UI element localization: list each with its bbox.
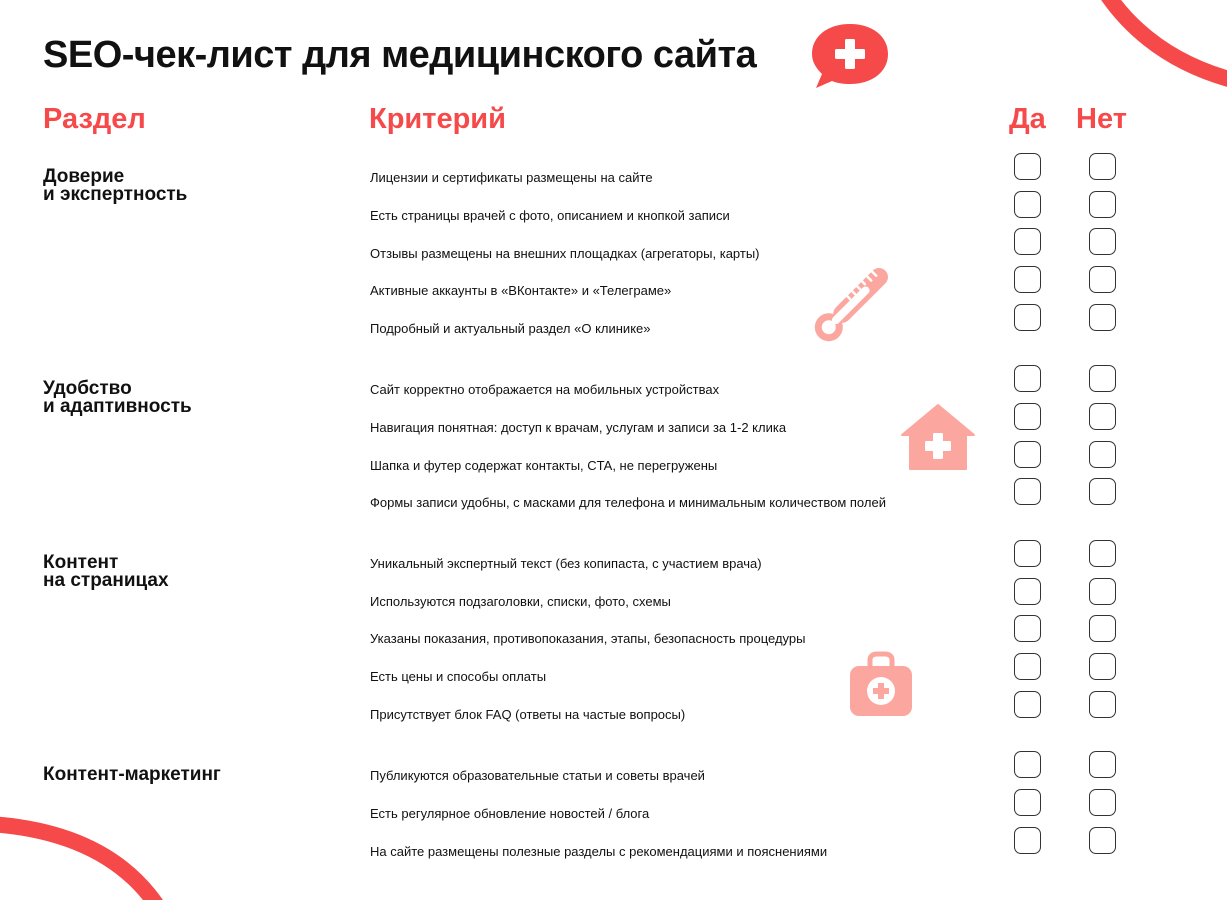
header-section: Раздел — [43, 103, 146, 135]
checkbox-no[interactable] — [1089, 653, 1116, 680]
checkbox-no[interactable] — [1089, 365, 1116, 392]
checkbox-yes[interactable] — [1014, 691, 1041, 718]
checkbox-yes[interactable] — [1014, 153, 1041, 180]
checkbox-no[interactable] — [1089, 540, 1116, 567]
checkbox-yes[interactable] — [1014, 653, 1041, 680]
criterion-text: Уникальный экспертный текст (без копипаста, с участием врача) — [370, 556, 762, 571]
criterion-text: Указаны показания, противопоказания, этапы, безопасность процедуры — [370, 631, 806, 646]
criterion-text: Есть регулярное обновление новостей / блога — [370, 806, 650, 821]
medical-bag-icon — [848, 650, 914, 718]
criterion-text: Используются подзаголовки, списки, фото, схемы — [370, 594, 671, 609]
section-title-marketing: Контент-маркетинг — [43, 764, 221, 785]
criterion-text: Публикуются образовательные статьи и советы врачей — [370, 768, 705, 783]
house-cross-icon — [900, 403, 976, 471]
criterion-text: Есть страницы врачей с фото, описанием и кнопкой записи — [370, 208, 730, 223]
section-title-trust: Доверие и экспертность — [43, 166, 188, 205]
checkbox-yes[interactable] — [1014, 478, 1041, 505]
checkbox-no[interactable] — [1089, 441, 1116, 468]
criterion-text: Присутствует блок FAQ (ответы на частые вопросы) — [370, 707, 686, 722]
checkbox-no[interactable] — [1089, 789, 1116, 816]
checkbox-yes[interactable] — [1014, 365, 1041, 392]
checkbox-no[interactable] — [1089, 478, 1116, 505]
criterion-text: Активные аккаунты в «ВКонтакте» и «Телеграме» — [370, 283, 672, 298]
checkbox-yes[interactable] — [1014, 266, 1041, 293]
checkbox-yes[interactable] — [1014, 403, 1041, 430]
decorative-arc-bottom-left — [0, 810, 170, 900]
section-title-content: Контент на страницах — [43, 552, 169, 591]
checkbox-no[interactable] — [1089, 751, 1116, 778]
checkbox-yes[interactable] — [1014, 578, 1041, 605]
checkbox-yes[interactable] — [1014, 751, 1041, 778]
section-title-usability: Удобство и адаптивность — [43, 378, 192, 417]
checkbox-yes[interactable] — [1014, 615, 1041, 642]
checkbox-no[interactable] — [1089, 827, 1116, 854]
criterion-text: На сайте размещены полезные разделы с рекомендациями и пояснениями — [370, 844, 828, 859]
thermometer-icon — [805, 262, 895, 350]
checkbox-yes[interactable] — [1014, 827, 1041, 854]
checkbox-yes[interactable] — [1014, 228, 1041, 255]
checkbox-yes[interactable] — [1014, 789, 1041, 816]
checkbox-no[interactable] — [1089, 304, 1116, 331]
checkbox-yes[interactable] — [1014, 191, 1041, 218]
checkbox-no[interactable] — [1089, 691, 1116, 718]
checkbox-yes[interactable] — [1014, 441, 1041, 468]
checkbox-no[interactable] — [1089, 403, 1116, 430]
checkbox-no[interactable] — [1089, 153, 1116, 180]
checkbox-yes[interactable] — [1014, 304, 1041, 331]
criterion-text: Есть цены и способы оплаты — [370, 669, 547, 684]
criterion-text: Сайт корректно отображается на мобильных устройствах — [370, 382, 720, 397]
criterion-text: Отзывы размещены на внешних площадках (агрегаторы, карты) — [370, 246, 760, 261]
criterion-text: Подробный и актуальный раздел «О клинике» — [370, 321, 651, 336]
header-criterion: Критерий — [369, 103, 506, 135]
speech-bubble-cross-icon — [810, 22, 890, 92]
criterion-text: Формы записи удобны, с масками для телефона и минимальным количеством полей — [370, 495, 886, 510]
header-yes: Да — [1009, 103, 1046, 135]
checkbox-no[interactable] — [1089, 228, 1116, 255]
checkbox-no[interactable] — [1089, 191, 1116, 218]
checkbox-no[interactable] — [1089, 578, 1116, 605]
criterion-text: Навигация понятная: доступ к врачам, услугам и записи за 1-2 клика — [370, 420, 787, 435]
header-no: Нет — [1076, 103, 1127, 135]
checkbox-no[interactable] — [1089, 615, 1116, 642]
checkbox-no[interactable] — [1089, 266, 1116, 293]
decorative-arc-top-right — [1080, 0, 1227, 100]
criterion-text: Лицензии и сертификаты размещены на сайте — [370, 170, 653, 185]
criterion-text: Шапка и футер содержат контакты, CTA, не перегружены — [370, 458, 718, 473]
page-title: SEO-чек-лист для медицинского сайта — [43, 34, 757, 76]
checkbox-yes[interactable] — [1014, 540, 1041, 567]
